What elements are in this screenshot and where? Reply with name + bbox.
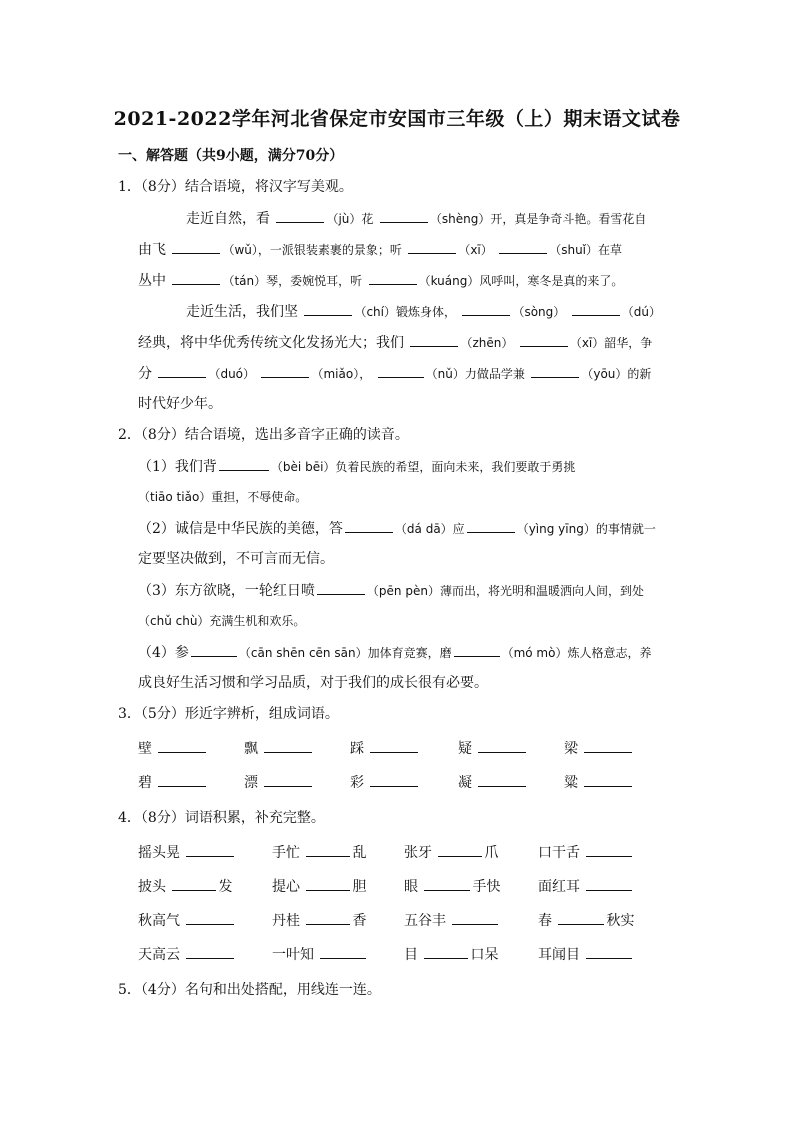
idiom-part: 丹桂 [272, 913, 300, 929]
q4-row-4 [138, 944, 658, 964]
pinyin-hint: （zhēn） [460, 336, 514, 350]
q4-row-1 [138, 842, 658, 862]
q1-line-7: 时代好少年。 [138, 396, 222, 412]
answer-blank[interactable] [172, 239, 220, 254]
q1-text: 丛中 [138, 273, 166, 289]
similar-char: 疑 [458, 741, 472, 757]
pinyin-options: （tiāo tiǎo）重担，不辱使命。 [138, 490, 308, 504]
answer-blank[interactable] [304, 301, 352, 316]
answer-blank[interactable] [478, 772, 526, 787]
answer-blank[interactable] [424, 876, 470, 891]
pinyin-hint: （nǔ）力做品学兼 [425, 367, 525, 381]
answer-blank[interactable] [186, 910, 234, 925]
idiom-part: 秋实 [606, 913, 635, 929]
question-4-heading: 4．（8分）词语积累，补充完整。 [118, 810, 325, 826]
q3-row-2 [138, 772, 658, 792]
idiom-part: 秋高气 [138, 913, 180, 929]
pinyin-hint: （shèng）开，真是争奇斗艳。看雪花自 [429, 212, 647, 226]
q1-line-4 [186, 301, 661, 322]
q2-item-1 [138, 456, 575, 477]
idiom-part: 香 [352, 913, 367, 929]
answer-blank[interactable] [584, 738, 632, 753]
answer-blank[interactable] [172, 270, 220, 285]
pinyin-hint: （jù）花 [326, 212, 374, 226]
idiom-part: 目 [404, 947, 418, 963]
idiom-part: 眼 [404, 879, 418, 895]
q2-item-2-cont: 定要坚决做到，不可言而无信。 [138, 551, 334, 567]
q1-line-6 [138, 363, 651, 384]
answer-blank[interactable] [467, 518, 515, 533]
q2-text: （2）诚信是中华民族的美德，答 [138, 521, 343, 537]
q2-text: （4）参 [138, 645, 189, 661]
answer-blank[interactable] [452, 910, 498, 925]
idiom-part: 手忙 [272, 845, 300, 861]
answer-blank[interactable] [531, 363, 579, 378]
pinyin-options: （bèi bēi）负着民族的希望，面向未来，我们要敢于勇挑 [270, 460, 576, 474]
question-1-heading: 1．（8分）结合语境，将汉字写美观。 [118, 179, 353, 195]
question-3-heading: 3．（5分）形近字辨析，组成词语。 [118, 706, 339, 722]
q1-line-1 [186, 208, 646, 229]
pinyin-options: （yìng yīng）的事情就一 [516, 522, 656, 536]
similar-char: 漂 [244, 775, 258, 791]
answer-blank[interactable] [158, 738, 206, 753]
answer-blank[interactable] [261, 363, 309, 378]
pinyin-hint: （xī） [458, 243, 493, 257]
q4-row-3 [138, 910, 658, 930]
q1-text: 走近自然，看 [186, 211, 270, 227]
pinyin-hint: （kuáng）风呼叫，寒冬是真的来了。 [418, 274, 624, 288]
answer-blank[interactable] [369, 270, 417, 285]
answer-blank[interactable] [264, 738, 312, 753]
pinyin-hint: （chí）锻炼身体， [354, 305, 456, 319]
q3-row-1 [138, 738, 658, 758]
idiom-part: 口干舌 [538, 845, 580, 861]
similar-char: 凝 [458, 775, 472, 791]
q1-text: 由飞 [138, 242, 166, 258]
pinyin-hint: （dú） [621, 305, 661, 319]
similar-char: 梁 [564, 741, 578, 757]
answer-blank[interactable] [424, 944, 468, 959]
answer-blank[interactable] [410, 332, 458, 347]
similar-char: 碧 [138, 775, 152, 791]
idiom-part: 披头 [138, 879, 166, 895]
answer-blank[interactable] [306, 842, 350, 857]
idiom-part: 耳闻目 [538, 947, 580, 963]
q2-item-3 [138, 580, 644, 601]
answer-blank[interactable] [380, 208, 428, 223]
q1-line-2 [138, 239, 622, 260]
section-heading: 一、解答题（共9小题，满分70分） [118, 148, 344, 164]
pinyin-options: （dá dā）应 [394, 522, 465, 536]
answer-blank[interactable] [320, 944, 366, 959]
answer-blank[interactable] [370, 772, 418, 787]
idiom-part: 爪 [484, 845, 499, 861]
pinyin-hint: （yōu）的新 [581, 367, 652, 381]
answer-blank[interactable] [586, 876, 632, 891]
pinyin-options: （mó mò）炼人格意志，养 [501, 646, 652, 660]
answer-blank[interactable] [276, 208, 324, 223]
answer-blank[interactable] [264, 772, 312, 787]
idiom-part: 面红耳 [538, 879, 580, 895]
pinyin-options: （pēn pèn）薄而出，将光明和温暖洒向人间，到处 [366, 584, 644, 598]
q1-text: 经典，将中华优秀传统文化发扬光大；我们 [138, 335, 404, 351]
q2-item-3-cont [138, 611, 305, 631]
answer-blank[interactable] [306, 876, 350, 891]
similar-char: 飘 [244, 741, 258, 757]
idiom-part: 摇头晃 [138, 845, 180, 861]
pinyin-hint: （miǎo）， [311, 367, 372, 381]
answer-blank[interactable] [317, 580, 365, 595]
pinyin-options: （cān shēn cēn sān）加体育竞赛，磨 [238, 646, 452, 660]
pinyin-hint: （xī）韶华，争 [569, 336, 653, 350]
q1-line-3 [138, 270, 623, 291]
similar-char: 粱 [564, 775, 578, 791]
pinyin-options: （chǔ chù）充满生机和欢乐。 [138, 614, 306, 628]
answer-blank[interactable] [586, 842, 632, 857]
similar-char: 踩 [350, 741, 364, 757]
q1-line-5 [138, 332, 652, 353]
similar-char: 彩 [350, 775, 364, 791]
q2-item-4-cont: 成良好生活习惯和学习品质，对于我们的成长很有必要。 [138, 675, 488, 691]
answer-blank[interactable] [158, 363, 206, 378]
answer-blank[interactable] [191, 642, 237, 657]
pinyin-hint: （duó） [208, 367, 256, 381]
answer-blank[interactable] [186, 944, 234, 959]
q1-text: 分 [138, 366, 152, 382]
answer-blank[interactable] [520, 332, 568, 347]
question-2-heading: 2．（8分）结合语境，选出多音字正确的读音。 [118, 427, 409, 443]
idiom-part: 春 [538, 913, 552, 929]
answer-blank[interactable] [478, 738, 526, 753]
answer-blank[interactable] [172, 876, 216, 891]
idiom-part: 张牙 [404, 845, 432, 861]
answer-blank[interactable] [586, 944, 632, 959]
page-title: 2021-2022学年河北省保定市安国市三年级（上）期末语文试卷 [113, 108, 681, 130]
idiom-part: 胆 [352, 879, 367, 895]
answer-blank[interactable] [345, 518, 393, 533]
answer-blank[interactable] [558, 910, 604, 925]
answer-blank[interactable] [454, 642, 500, 657]
idiom-part: 发 [218, 879, 233, 895]
q2-item-1-cont [138, 487, 307, 507]
q4-row-2 [138, 876, 658, 896]
answer-blank[interactable] [219, 456, 269, 471]
q2-item-4 [138, 642, 651, 663]
idiom-part: 手快 [472, 879, 501, 895]
answer-blank[interactable] [584, 772, 632, 787]
answer-blank[interactable] [378, 363, 424, 378]
answer-blank[interactable] [158, 772, 206, 787]
answer-blank[interactable] [438, 842, 482, 857]
q1-text: 走近生活，我们坚 [186, 304, 298, 320]
idiom-part: 天高云 [138, 947, 180, 963]
idiom-part: 一叶知 [272, 947, 314, 963]
similar-char: 壁 [138, 741, 152, 757]
q2-item-2 [138, 518, 656, 539]
answer-blank[interactable] [499, 239, 547, 254]
q2-text: （1）我们背 [138, 459, 217, 475]
idiom-part: 五谷丰 [404, 913, 446, 929]
pinyin-hint: （shuǐ）在草 [549, 243, 623, 257]
pinyin-hint: （tán）琴，委婉悦耳，听 [222, 274, 363, 288]
answer-blank[interactable] [370, 738, 418, 753]
answer-blank[interactable] [306, 910, 350, 925]
answer-blank[interactable] [462, 301, 510, 316]
pinyin-hint: （sòng） [512, 305, 566, 319]
pinyin-hint: （wǔ），一派银装素裹的景象；听 [222, 243, 402, 257]
idiom-part: 乱 [352, 845, 367, 861]
idiom-part: 口呆 [470, 947, 499, 963]
q2-text: （3）东方欲晓，一轮红日喷 [138, 583, 315, 599]
question-5-heading: 5．（4分）名句和出处搭配，用线连一连。 [118, 982, 381, 998]
answer-blank[interactable] [408, 239, 456, 254]
answer-blank[interactable] [572, 301, 620, 316]
answer-blank[interactable] [186, 842, 234, 857]
idiom-part: 提心 [272, 879, 300, 895]
